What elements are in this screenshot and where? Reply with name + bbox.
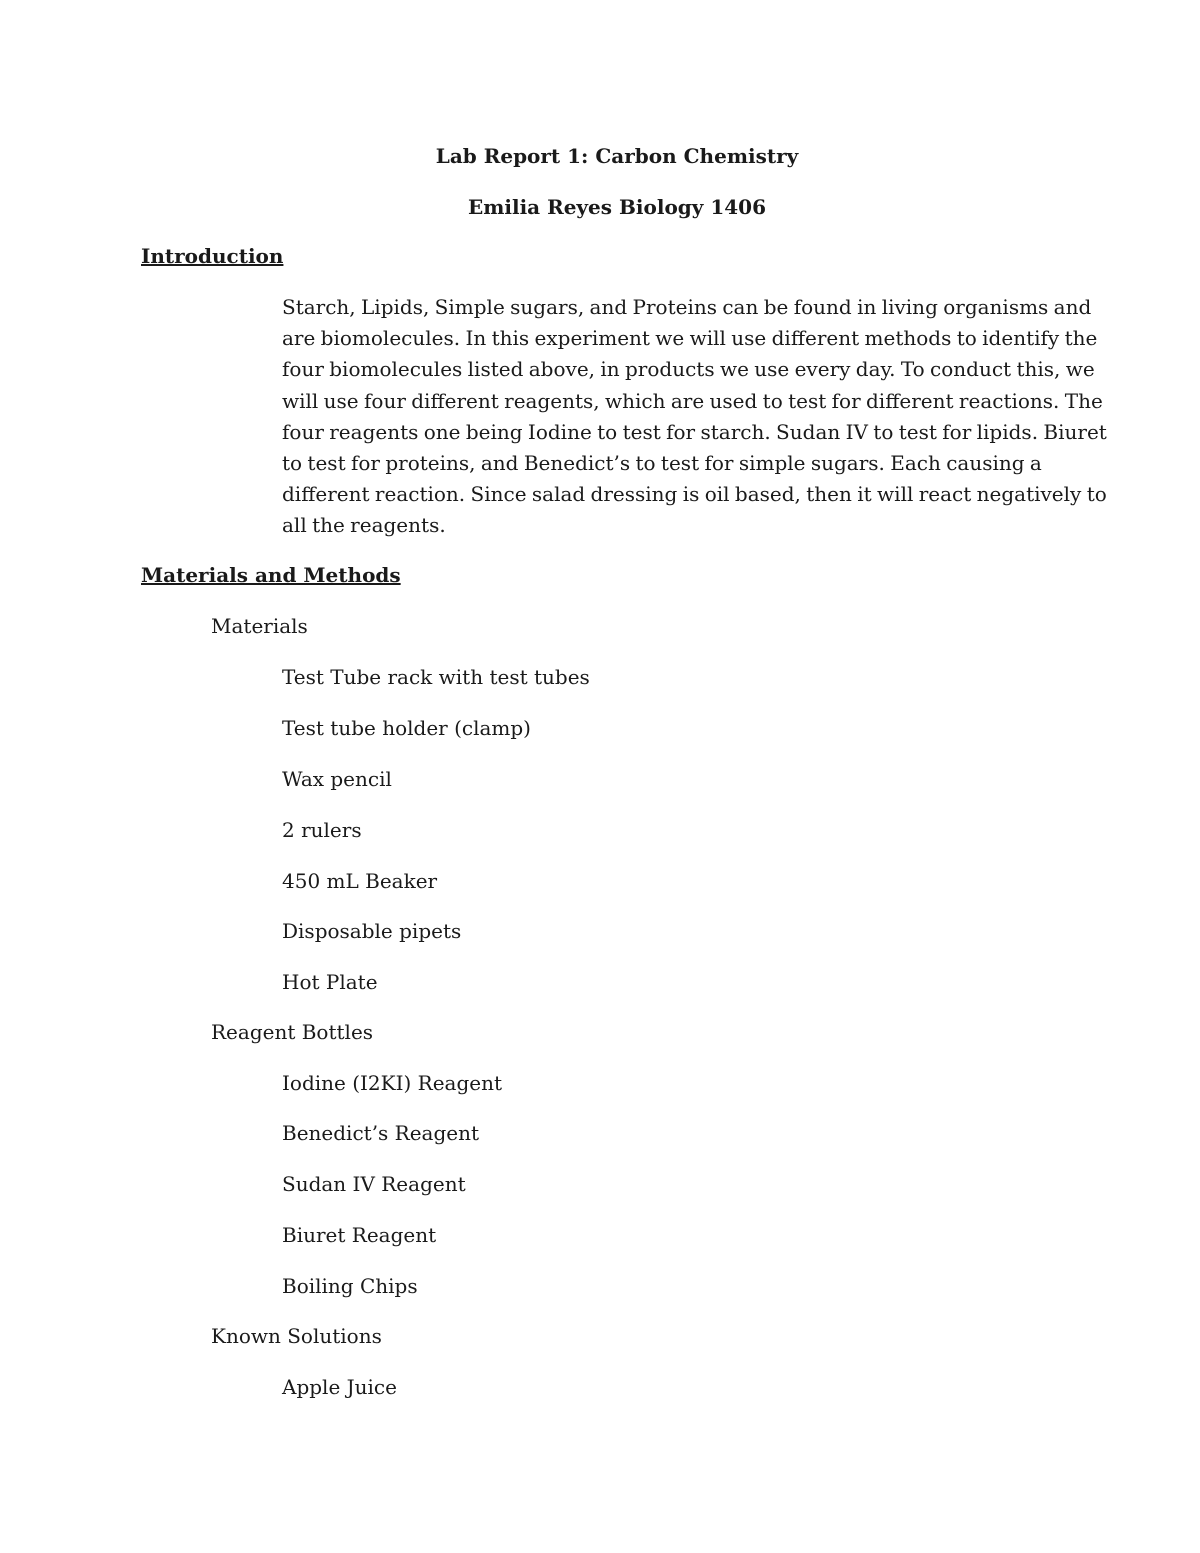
intro-line: four reagents one being Iodine to test for starch. Sudan IV to test for lipids. Biuret — [282, 419, 1107, 444]
list-item: Wax pencil — [282, 767, 392, 791]
known-solutions-label: Known Solutions — [211, 1324, 382, 1348]
introduction-heading: Introduction — [141, 244, 284, 268]
materials-label: Materials — [211, 614, 308, 638]
introduction-paragraph — [282, 292, 1107, 542]
list-item: Apple Juice — [282, 1375, 397, 1399]
list-item: Benedict’s Reagent — [282, 1121, 480, 1145]
reagent-bottles-label: Reagent Bottles — [211, 1020, 374, 1044]
materials-methods-heading: Materials and Methods — [141, 563, 401, 587]
document-title: Lab Report 1: Carbon Chemistry — [435, 144, 799, 168]
list-item: Test Tube rack with test tubes — [282, 665, 590, 689]
intro-line: will use four different reagents, which are used to test for different reactions. The — [282, 388, 1103, 413]
intro-line: are biomolecules. In this experiment we will use different methods to identify the — [282, 326, 1098, 351]
list-item: Disposable pipets — [282, 919, 462, 943]
intro-line: Starch, Lipids, Simple sugars, and Proteins can be found in living organisms and — [282, 295, 1092, 319]
intro-line: all the reagents. — [282, 513, 446, 538]
list-item: Test tube holder (clamp) — [282, 716, 531, 740]
list-item: Iodine (I2KI) Reagent — [282, 1071, 503, 1095]
intro-line: different reaction. Since salad dressing is oil based, then it will react negatively to — [282, 482, 1107, 507]
list-item: 2 rulers — [282, 818, 362, 842]
list-item: Hot Plate — [282, 970, 378, 994]
intro-line: to test for proteins, and Benedict’s to test for simple sugars. Each causing a — [282, 451, 1042, 476]
list-item: Sudan IV Reagent — [282, 1172, 466, 1196]
list-item: Biuret Reagent — [282, 1223, 437, 1247]
document-subtitle: Emilia Reyes Biology 1406 — [467, 195, 767, 219]
intro-line: four biomolecules listed above, in products we use every day. To conduct this, we — [282, 357, 1095, 382]
list-item: Boiling Chips — [282, 1274, 418, 1298]
list-item: 450 mL Beaker — [282, 869, 438, 893]
